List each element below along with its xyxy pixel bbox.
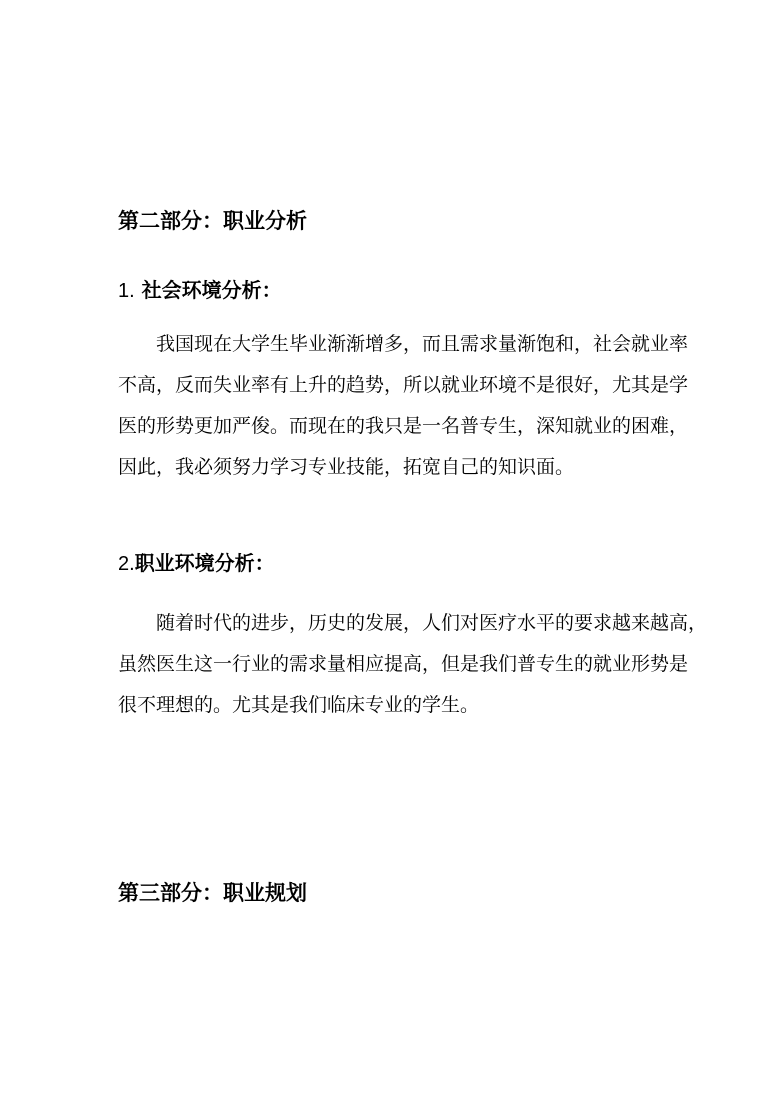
career-environment-label: 职业环境分析： — [134, 551, 275, 575]
career-environment-number: 2. — [118, 553, 135, 575]
career-environment-paragraph — [118, 603, 708, 726]
paragraph-line: 很不理想的。尤其是我们临床专业的学生。 — [118, 694, 480, 716]
paragraph-line: 我国现在大学生毕业渐渐增多，而且需求量渐饱和，社会就业率 — [156, 333, 689, 355]
social-environment-number: 1. — [118, 280, 135, 302]
paragraph-line: 因此，我必须努力学习专业技能，拓宽自己的知识面。 — [118, 456, 575, 478]
career-environment-heading — [118, 549, 275, 578]
paragraph-line: 随着时代的进步，历史的发展，人们对医疗水平的要求越来越高， — [156, 612, 708, 634]
social-environment-label: 社会环境分析： — [141, 278, 282, 302]
paragraph-line: 医的形势更加严俊。而现在的我只是一名普专生，深知就业的困难， — [118, 415, 689, 437]
paragraph-line: 虽然医生这一行业的需求量相应提高，但是我们普专生的就业形势是 — [118, 653, 689, 675]
part3-heading: 第三部分：职业规划 — [118, 880, 307, 905]
paragraph-line: 不高，反而失业率有上升的趋势，所以就业环境不是很好，尤其是学 — [118, 374, 689, 396]
social-environment-paragraph — [118, 324, 689, 488]
social-environment-heading — [118, 276, 282, 305]
part2-heading: 第二部分：职业分析 — [118, 208, 307, 233]
